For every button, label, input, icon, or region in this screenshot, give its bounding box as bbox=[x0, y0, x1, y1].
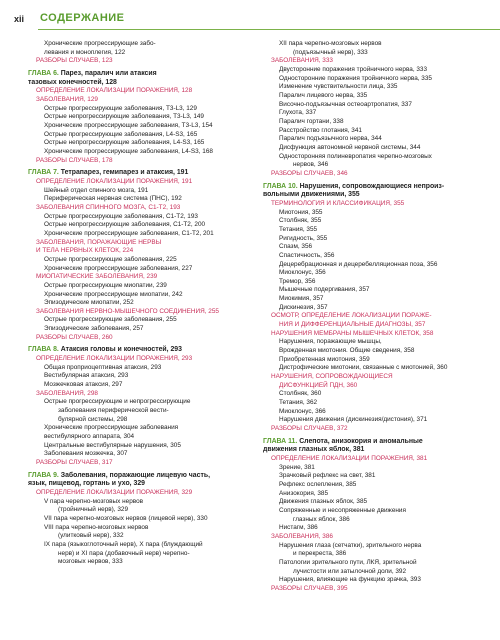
entry-text: Сопряженные и несопряженные движения bbox=[279, 506, 406, 514]
entry-text: язык, пищевод, гортань и ухо, 329 bbox=[28, 480, 146, 488]
toc-section-heading bbox=[263, 57, 488, 66]
toc-section-heading bbox=[263, 321, 488, 330]
toc-entry bbox=[263, 209, 488, 218]
toc-entry bbox=[263, 144, 488, 153]
entry-text: Мозжечковая атаксия, 297 bbox=[44, 381, 123, 389]
toc-entry bbox=[263, 295, 488, 304]
chapter-number: ГЛАВА 11. bbox=[263, 437, 298, 445]
toc-entry bbox=[28, 49, 238, 58]
toc-entry bbox=[28, 291, 238, 300]
toc-entry bbox=[28, 398, 238, 407]
entry-text: Двусторонние поражения тройничного нерва, 333 bbox=[279, 65, 428, 73]
entry-text: Тетания, 355 bbox=[279, 225, 318, 233]
toc-entry bbox=[28, 299, 238, 308]
toc-section-heading bbox=[28, 390, 238, 399]
toc-chapter-title bbox=[28, 472, 238, 481]
entry-text: VII пара черепно-мозговых нервов (лицевой нерв), 330 bbox=[44, 515, 208, 523]
entry-text: Острые прогрессирующие заболевания, 225 bbox=[44, 255, 177, 263]
entry-text: ЗАБОЛЕВАНИЯ, 333 bbox=[271, 57, 333, 65]
toc-entry bbox=[28, 265, 238, 274]
toc-chapter-title bbox=[28, 480, 238, 489]
toc-section-heading bbox=[28, 204, 238, 213]
entry-text: Хронические прогрессирующие забо- bbox=[44, 40, 156, 47]
header-rule bbox=[38, 29, 500, 30]
toc-entry bbox=[263, 408, 488, 417]
entry-text: Дистрофические миотонии, связанные с миотонией, 360 bbox=[279, 364, 448, 372]
chapter-number: ГЛАВА 6. bbox=[28, 69, 59, 77]
toc-entry bbox=[263, 286, 488, 295]
entry-text: Острые непрогрессирующие заболевания, L4-S3, 165 bbox=[44, 139, 205, 147]
toc-section-heading bbox=[28, 96, 238, 105]
entry-text: VIII пара черепно-мозговых нервов bbox=[44, 523, 149, 531]
entry-text: Паралич лицевого нерва, 335 bbox=[279, 91, 368, 99]
entry-text: РАЗБОРЫ СЛУЧАЕВ, 123 bbox=[36, 57, 113, 65]
entry-text: Ригидность, 355 bbox=[279, 234, 328, 242]
entry-text: Односторонние поражения тройничного нерва, 335 bbox=[279, 74, 432, 82]
entry-text: вестибулярного аппарата, 304 bbox=[44, 433, 135, 441]
toc-entry bbox=[263, 481, 488, 490]
entry-text: Эпизодические миопатии, 252 bbox=[44, 299, 134, 307]
entry-text: XII пара черепно-мозговых нервов bbox=[279, 40, 382, 47]
entry-text: Миотония, 355 bbox=[279, 208, 323, 216]
toc-chapter-title bbox=[263, 191, 488, 200]
entry-text: Нарушения, поражающие мышцы, bbox=[279, 338, 382, 346]
entry-text: Эпизодические заболевания, 257 bbox=[44, 325, 144, 333]
entry-text: Дисфункция автономной нервной системы, 344 bbox=[279, 143, 421, 151]
entry-text: Хронические прогрессирующие заболевания, Т3-L3, 154 bbox=[44, 122, 213, 129]
entry-text: Рефлекс ослепления, 385 bbox=[279, 481, 357, 488]
toc-section-heading bbox=[28, 459, 238, 468]
toc-right-column bbox=[263, 40, 488, 594]
toc-entry bbox=[263, 364, 488, 373]
entry-text: (улитковый нерв), 332 bbox=[58, 532, 124, 540]
toc-entry bbox=[28, 148, 238, 157]
entry-text: Хронические прогрессирующие заболевания, 227 bbox=[44, 264, 193, 272]
toc-entry bbox=[263, 109, 488, 118]
entry-text: МИОПАТИЧЕСКИЕ ЗАБОЛЕВАНИЯ, 239 bbox=[36, 273, 158, 281]
toc-entry bbox=[28, 407, 238, 416]
toc-section-heading bbox=[28, 273, 238, 282]
toc-entry bbox=[28, 316, 238, 325]
entry-text: (подъязычный нерв), 333 bbox=[293, 48, 368, 56]
entry-text: мозговых нервов, 333 bbox=[58, 558, 123, 566]
toc-left-column bbox=[28, 40, 238, 567]
entry-text: Нарушения, влияющие на функцию зрачка, 393 bbox=[279, 576, 421, 584]
toc-entry bbox=[263, 235, 488, 244]
toc-section-heading bbox=[28, 57, 238, 66]
entry-text: Острые непрогрессирующие заболевания, С1-Т2, 200 bbox=[44, 221, 206, 229]
entry-text: Периферическая нервная система (ПНС), 192 bbox=[44, 195, 182, 203]
toc-entry bbox=[263, 278, 488, 287]
toc-section-heading bbox=[263, 330, 488, 339]
toc-entry bbox=[263, 498, 488, 507]
chapter-number: ГЛАВА 7. bbox=[28, 169, 59, 177]
entry-text: Острые непрогрессирующие заболевания, Т3-L3, 149 bbox=[44, 113, 204, 121]
entry-text: Миокимия, 357 bbox=[279, 295, 324, 303]
entry-text: Хронические прогрессирующие заболевания bbox=[44, 424, 179, 432]
entry-text: Патологии зрительного пути, ЛКЯ, зрительной bbox=[279, 558, 417, 566]
entry-text: ЗАБОЛЕВАНИЯ, 129 bbox=[36, 96, 98, 104]
page-title: СОДЕРЖАНИЕ bbox=[40, 12, 125, 24]
entry-text: Слепота, анизокория и аномальные bbox=[299, 437, 423, 445]
toc-section-heading bbox=[28, 489, 238, 498]
toc-entry bbox=[263, 399, 488, 408]
entry-text: заболевания периферической вести- bbox=[58, 407, 169, 415]
entry-text: Спастичность, 356 bbox=[279, 251, 335, 259]
toc-chapter-title bbox=[28, 346, 238, 355]
entry-text: ОСМОТР, ОПРЕДЕЛЕНИЕ ЛОКАЛИЗАЦИИ ПОРАЖЕ- bbox=[271, 312, 432, 320]
entry-text: ЗАБОЛЕВАНИЯ СПИННОГО МОЗГА, С1-Т2, 193 bbox=[36, 203, 181, 211]
entry-text: Децеребрационная и децеребелляционная поза, 356 bbox=[279, 260, 438, 268]
entry-text: Движения глазных яблок, 385 bbox=[279, 498, 368, 506]
toc-section-heading bbox=[28, 178, 238, 187]
toc-entry bbox=[263, 101, 488, 110]
toc-chapter-title bbox=[263, 183, 488, 192]
entry-text: вольными движениями, 355 bbox=[263, 191, 360, 199]
toc-entry bbox=[28, 381, 238, 390]
toc-entry bbox=[28, 282, 238, 291]
entry-text: ОПРЕДЕЛЕНИЕ ЛОКАЛИЗАЦИИ ПОРАЖЕНИЯ, 293 bbox=[36, 355, 193, 363]
toc-entry bbox=[263, 416, 488, 425]
entry-text: РАЗБОРЫ СЛУЧАЕВ, 346 bbox=[271, 169, 348, 177]
entry-text: глазных яблок, 386 bbox=[293, 515, 350, 523]
toc-entry bbox=[28, 532, 238, 541]
entry-text: движения глазных яблок, 381 bbox=[263, 446, 365, 454]
entry-text: Острые прогрессирующие заболевания, С1-Т2, 193 bbox=[44, 212, 198, 220]
entry-text: Атаксия головы и конечностей, 293 bbox=[60, 346, 182, 354]
entry-text: Височно-подъязычная остеоартропатия, 337 bbox=[279, 100, 412, 108]
entry-text: Нистагм, 386 bbox=[279, 524, 318, 532]
entry-text: Нарушения движения (дискинезия/дистония), 371 bbox=[279, 416, 428, 424]
toc-entry bbox=[28, 213, 238, 222]
entry-text: Вестибулярная атаксия, 293 bbox=[44, 372, 129, 380]
toc-entry bbox=[28, 195, 238, 204]
toc-section-heading bbox=[263, 533, 488, 542]
entry-text: Тетания, 362 bbox=[279, 399, 318, 406]
toc-entry bbox=[263, 252, 488, 261]
entry-text: ЗАБОЛЕВАНИЯ, 298 bbox=[36, 389, 98, 397]
entry-text: РАЗБОРЫ СЛУЧАЕВ, 260 bbox=[36, 333, 113, 341]
toc-entry bbox=[28, 221, 238, 230]
entry-text: ДИСФУНКЦИЕЙ ПДН, 360 bbox=[279, 381, 358, 389]
toc-section-heading bbox=[28, 239, 238, 248]
entry-text: ЗАБОЛЕВАНИЯ НЕРВНО-МЫШЕЧНОГО СОЕДИНЕНИЯ, 255 bbox=[36, 307, 219, 315]
toc-entry bbox=[28, 325, 238, 334]
toc-entry bbox=[263, 135, 488, 144]
toc-chapter-title bbox=[28, 169, 238, 178]
toc-entry bbox=[263, 347, 488, 356]
entry-text: РАЗБОРЫ СЛУЧАЕВ, 317 bbox=[36, 459, 113, 467]
toc-entry bbox=[28, 515, 238, 524]
entry-text: Изменение чувствительности лица, 335 bbox=[279, 83, 398, 91]
toc-entry bbox=[263, 550, 488, 559]
entry-text: тазовых конечностей, 128 bbox=[28, 78, 117, 86]
toc-section-heading bbox=[263, 312, 488, 321]
toc-section-heading bbox=[263, 455, 488, 464]
entry-text: лучистости или затылочной доли, 392 bbox=[293, 567, 407, 575]
entry-text: Дискинезия, 357 bbox=[279, 303, 328, 311]
toc-entry bbox=[263, 127, 488, 136]
toc-entry bbox=[28, 558, 238, 567]
entry-text: Расстройство глотания, 341 bbox=[279, 126, 362, 134]
entry-text: Врожденная миотония. Общие сведения, 358 bbox=[279, 347, 415, 355]
entry-text: Хронические прогрессирующие миопатии, 242 bbox=[44, 290, 183, 298]
toc-entry bbox=[263, 576, 488, 585]
toc-entry bbox=[28, 131, 238, 140]
toc-entry bbox=[263, 338, 488, 347]
entry-text: Центральные вестибулярные нарушения, 305 bbox=[44, 441, 181, 449]
toc-entry bbox=[28, 230, 238, 239]
entry-text: Зрачковый рефлекс на свет, 381 bbox=[279, 472, 376, 480]
entry-text: Спазм, 356 bbox=[279, 243, 313, 251]
toc-entry bbox=[263, 217, 488, 226]
entry-text: Мышечные подергивания, 357 bbox=[279, 286, 370, 294]
toc-section-heading bbox=[28, 247, 238, 256]
entry-text: ЗАБОЛЕВАНИЯ, 386 bbox=[271, 532, 333, 540]
entry-text: булярной системы, 298 bbox=[58, 415, 128, 423]
toc-entry bbox=[263, 49, 488, 58]
entry-text: Хронические прогрессирующие заболевания, С1-Т2, 201 bbox=[44, 229, 214, 237]
entry-text: Миоклонус, 366 bbox=[279, 407, 326, 415]
toc-entry bbox=[28, 122, 238, 131]
toc-entry bbox=[263, 507, 488, 516]
toc-entry bbox=[263, 516, 488, 525]
toc-section-heading bbox=[263, 425, 488, 434]
chapter-number: ГЛАВА 9. bbox=[28, 471, 59, 479]
entry-text: ОПРЕДЕЛЕНИЕ ЛОКАЛИЗАЦИИ ПОРАЖЕНИЯ, 329 bbox=[36, 489, 193, 497]
toc-entry bbox=[28, 550, 238, 559]
entry-text: Заболевания мозжечка, 307 bbox=[44, 450, 128, 458]
entry-text: Нарушения, сопровождающиеся непроиз- bbox=[299, 182, 445, 190]
toc-entry bbox=[28, 372, 238, 381]
entry-text: НАРУШЕНИЯ МЕМБРАНЫ МЫШЕЧНЫХ КЛЕТОК, 358 bbox=[271, 329, 434, 337]
entry-text: Острые прогрессирующие и непрогрессирующие bbox=[44, 398, 191, 406]
toc-entry bbox=[28, 433, 238, 442]
toc-section-heading bbox=[28, 334, 238, 343]
entry-text: левания и моноплегия, 122 bbox=[44, 48, 126, 56]
toc-entry bbox=[28, 40, 238, 49]
toc-entry bbox=[28, 450, 238, 459]
entry-text: Общая проприоцептивная атаксия, 293 bbox=[44, 363, 162, 371]
entry-text: Столбняк, 360 bbox=[279, 390, 322, 398]
entry-text: РАЗБОРЫ СЛУЧАЕВ, 178 bbox=[36, 156, 113, 164]
entry-text: Миоклонус, 356 bbox=[279, 269, 326, 277]
entry-text: Паралич гортани, 338 bbox=[279, 117, 344, 125]
entry-text: Нарушения глаза (сетчатки), зрительного нерва bbox=[279, 541, 422, 549]
entry-text: V пара черепно-мозговых нервов bbox=[44, 497, 144, 505]
toc-entry bbox=[263, 559, 488, 568]
toc-entry bbox=[263, 524, 488, 533]
toc-entry bbox=[28, 256, 238, 265]
toc-entry bbox=[28, 187, 238, 196]
entry-text: Острые прогрессирующие заболевания, Т3-L3, 129 bbox=[44, 104, 197, 112]
toc-entry bbox=[263, 83, 488, 92]
entry-text: (тройничный нерв), 329 bbox=[58, 506, 129, 514]
entry-text: И ТЕЛА НЕРВНЫХ КЛЕТОК, 224 bbox=[36, 247, 134, 255]
toc-entry bbox=[263, 304, 488, 313]
toc-section-heading bbox=[28, 355, 238, 364]
toc-entry bbox=[263, 261, 488, 270]
entry-text: нервов, 346 bbox=[293, 161, 329, 169]
entry-text: Паралич подъязычного нерва, 344 bbox=[279, 135, 382, 143]
entry-text: Хронические прогрессирующие заболевания, L4-S3, 168 bbox=[44, 147, 213, 155]
toc-section-heading bbox=[28, 157, 238, 166]
toc-entry bbox=[28, 113, 238, 122]
toc-entry bbox=[263, 542, 488, 551]
toc-chapter-title bbox=[263, 446, 488, 455]
entry-text: Острые прогрессирующие заболевания, 255 bbox=[44, 316, 177, 324]
entry-text: НАРУШЕНИЯ, СОПРОВОЖДАЮЩИЕСЯ bbox=[271, 373, 393, 381]
entry-text: Анизокория, 385 bbox=[279, 489, 328, 497]
entry-text: Односторонняя полиневропатия черепно-мозговых bbox=[279, 152, 432, 160]
page-header bbox=[0, 0, 500, 36]
toc-section-heading bbox=[28, 87, 238, 96]
toc-entry bbox=[263, 66, 488, 75]
entry-text: ОПРЕДЕЛЕНИЕ ЛОКАЛИЗАЦИИ ПОРАЖЕНИЯ, 381 bbox=[271, 455, 428, 463]
entry-text: Тремор, 356 bbox=[279, 277, 316, 285]
toc-entry bbox=[28, 541, 238, 550]
entry-text: РАЗБОРЫ СЛУЧАЕВ, 372 bbox=[271, 424, 348, 432]
entry-text: IX пара (языкоглоточный нерв), X пара (блуждающий bbox=[44, 541, 203, 549]
toc-section-heading bbox=[263, 373, 488, 382]
entry-text: Заболевания, поражающие лицевую часть, bbox=[60, 471, 210, 479]
toc-entry bbox=[263, 92, 488, 101]
toc-entry bbox=[263, 153, 488, 162]
chapter-number: ГЛАВА 8. bbox=[28, 346, 59, 354]
toc-chapter-title bbox=[28, 70, 238, 79]
entry-text: ТЕРМИНОЛОГИЯ И КЛАССИФИКАЦИЯ, 355 bbox=[271, 199, 405, 207]
toc-entry bbox=[263, 243, 488, 252]
entry-text: Глухота, 337 bbox=[279, 109, 317, 117]
toc-section-heading bbox=[263, 170, 488, 179]
toc-entry bbox=[263, 490, 488, 499]
entry-text: Острые прогрессирующие заболевания, L4-S3, 165 bbox=[44, 130, 198, 138]
entry-text: нерв) и XI пара (добавочный нерв) черепно- bbox=[58, 549, 190, 557]
toc-entry bbox=[28, 424, 238, 433]
toc-entry bbox=[263, 40, 488, 49]
chapter-number: ГЛАВА 10. bbox=[263, 182, 298, 190]
entry-text: НИЯ И ДИФФЕРЕНЦИАЛЬНЫЕ ДИАГНОЗЫ, 357 bbox=[279, 321, 426, 329]
entry-text: РАЗБОРЫ СЛУЧАЕВ, 395 bbox=[271, 584, 348, 592]
toc-entry bbox=[28, 139, 238, 148]
toc-section-heading bbox=[263, 585, 488, 594]
toc-chapter-title bbox=[28, 79, 238, 88]
entry-text: Тетрапарез, гемипарез и атаксия, 191 bbox=[60, 169, 189, 177]
page-number: xii bbox=[14, 14, 25, 24]
toc-entry bbox=[263, 568, 488, 577]
entry-text: ОПРЕДЕЛЕНИЕ ЛОКАЛИЗАЦИИ ПОРАЖЕНИЯ, 128 bbox=[36, 87, 193, 95]
toc-entry bbox=[263, 75, 488, 84]
toc-entry bbox=[263, 269, 488, 278]
toc-entry bbox=[263, 226, 488, 235]
entry-text: Зрение, 381 bbox=[279, 463, 315, 471]
entry-text: ЗАБОЛЕВАНИЯ, ПОРАЖАЮЩИЕ НЕРВЫ bbox=[36, 238, 162, 246]
toc-entry bbox=[263, 118, 488, 127]
entry-text: и перекреста, 386 bbox=[293, 550, 347, 558]
entry-text: Столбняк, 355 bbox=[279, 217, 322, 225]
toc-section-heading bbox=[263, 200, 488, 209]
toc-entry bbox=[28, 506, 238, 515]
entry-text: Шейный отдел спинного мозга, 191 bbox=[44, 186, 149, 194]
toc-entry bbox=[263, 390, 488, 399]
entry-text: Приобретенная миотония, 359 bbox=[279, 355, 370, 363]
toc-entry bbox=[263, 161, 488, 170]
entry-text: ОПРЕДЕЛЕНИЕ ЛОКАЛИЗАЦИИ ПОРАЖЕНИЯ, 191 bbox=[36, 177, 193, 185]
entry-text: Острые прогрессирующие миопатии, 239 bbox=[44, 281, 167, 289]
toc-entry bbox=[263, 472, 488, 481]
entry-text: Парез, паралич или атаксия bbox=[60, 69, 157, 77]
